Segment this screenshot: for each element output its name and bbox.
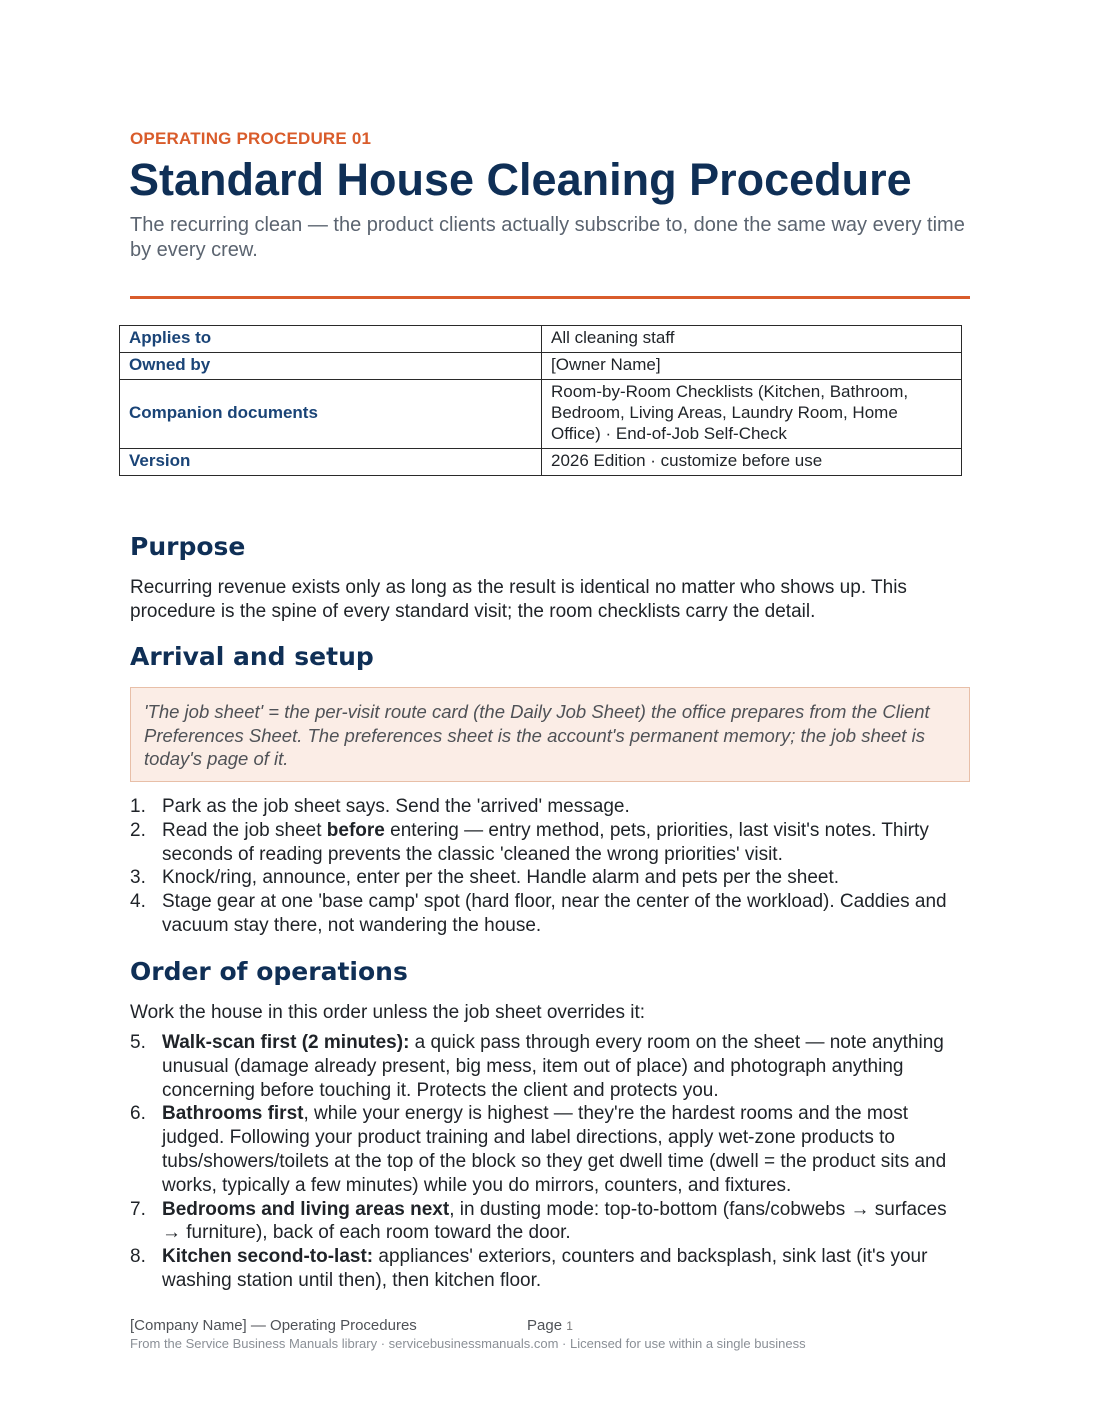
page-number: 1	[566, 1319, 573, 1333]
list-item	[130, 866, 970, 890]
step-text: Knock/ring, announce, enter per the sheet. Handle alarm and pets per the sheet.	[162, 867, 840, 889]
document-info-table	[119, 325, 962, 476]
step-emphasis: before	[326, 819, 385, 841]
step-emphasis: Bathrooms first	[162, 1103, 304, 1125]
step-number: 7.	[130, 1198, 146, 1220]
info-value: 2026 Edition · customize before use	[542, 449, 962, 476]
section-heading-arrival: Arrival and setup	[130, 642, 374, 671]
step-number: 8.	[130, 1246, 146, 1268]
page-title: Standard House Cleaning Procedure	[129, 154, 912, 205]
step-emphasis: Bedrooms and living areas next	[162, 1198, 450, 1220]
page-indicator	[527, 1317, 573, 1334]
list-item	[130, 795, 970, 819]
page-label: Page	[527, 1317, 567, 1334]
info-key: Owned by	[120, 353, 542, 380]
table-row	[120, 353, 962, 380]
info-value: Room-by-Room Checklists (Kitchen, Bathroom, Bedroom, Living Areas, Laundry Room, Home Office) · End-of-Job Self-Check	[542, 380, 962, 449]
list-item	[130, 819, 970, 867]
footer-company: [Company Name] — Operating Procedures	[130, 1317, 417, 1334]
step-text: , in dusting mode: top-to-bottom (fans/cobwebs → surfaces → furniture), back of each room toward the door.	[162, 1198, 947, 1244]
job-sheet-callout: 'The job sheet' = the per-visit route card (the Daily Job Sheet) the office prepares from the Client Preferences Sheet. The preferences sheet is the account's permanent memory; the job sheet is today's page of it.	[130, 687, 970, 782]
step-text: , while your energy is highest — they're the hardest rooms and the most judged. Following your product training and label directions, apply wet-zone products to tubs/showers/toilets at the top of the block so they get dwell time (dwell = the product sits and works, typically a few minutes) while you do mirrors, counters, and fixtures.	[162, 1103, 947, 1196]
list-item	[130, 1245, 970, 1293]
step-emphasis: Kitchen second-to-last:	[162, 1246, 374, 1268]
purpose-text: Recurring revenue exists only as long as the result is identical no matter who shows up. This procedure is the spine of every standard visit; the room checklists carry the detail.	[130, 577, 907, 622]
list-item	[130, 1102, 970, 1197]
order-steps-list	[130, 1031, 970, 1293]
arrival-steps-list	[130, 795, 970, 938]
list-item	[130, 1031, 970, 1102]
step-number: 1.	[130, 796, 146, 817]
step-text: entering — entry method, pets, priorities, last visit's notes. Thirty seconds of reading prevents the classic 'cleaned the wrong priorities' visit.	[162, 819, 929, 865]
table-row	[120, 326, 962, 353]
step-text: appliances' exteriors, counters and backsplash, sink last (it's your washing station until then), then kitchen floor.	[162, 1246, 928, 1291]
info-value: All cleaning staff	[542, 326, 962, 353]
list-item	[130, 1198, 970, 1246]
procedure-number: OPERATING PROCEDURE 01	[130, 129, 372, 148]
table-row	[120, 380, 962, 449]
table-row	[120, 449, 962, 476]
step-number: 3.	[130, 867, 146, 889]
step-text: Stage gear at one 'base camp' spot (hard floor, near the center of the workload). Caddies and vacuum stay there, not wandering the house.	[162, 891, 947, 936]
order-intro: Work the house in this order unless the job sheet overrides it:	[130, 1002, 646, 1023]
section-heading-purpose: Purpose	[130, 532, 246, 561]
page-subtitle: The recurring clean — the product clients actually subscribe to, done the same way every time by every crew.	[130, 214, 965, 261]
step-emphasis: Walk-scan first (2 minutes):	[162, 1032, 410, 1053]
list-item	[130, 890, 970, 938]
step-text-lead: Read the job sheet	[162, 819, 327, 841]
info-key: Applies to	[120, 326, 542, 353]
info-key: Companion documents	[120, 380, 542, 449]
step-text: Park as the job sheet says. Send the 'arrived' message.	[162, 796, 630, 817]
footer-credit: From the Service Business Manuals library · servicebusinessmanuals.com · Licensed for use within a single business	[130, 1336, 806, 1351]
section-heading-order: Order of operations	[130, 957, 408, 986]
info-value: [Owner Name]	[542, 353, 962, 380]
step-text: a quick pass through every room on the sheet — note anything unusual (damage already present, big mess, item out of place) and photograph anything concerning before touching it. Protects the client and protects you.	[162, 1032, 944, 1101]
step-number: 6.	[130, 1103, 146, 1125]
step-number: 2.	[130, 819, 146, 841]
step-number: 4.	[130, 891, 146, 913]
title-divider	[130, 296, 970, 299]
step-number: 5.	[130, 1032, 146, 1053]
info-key: Version	[120, 449, 542, 476]
page-footer	[130, 1317, 573, 1334]
